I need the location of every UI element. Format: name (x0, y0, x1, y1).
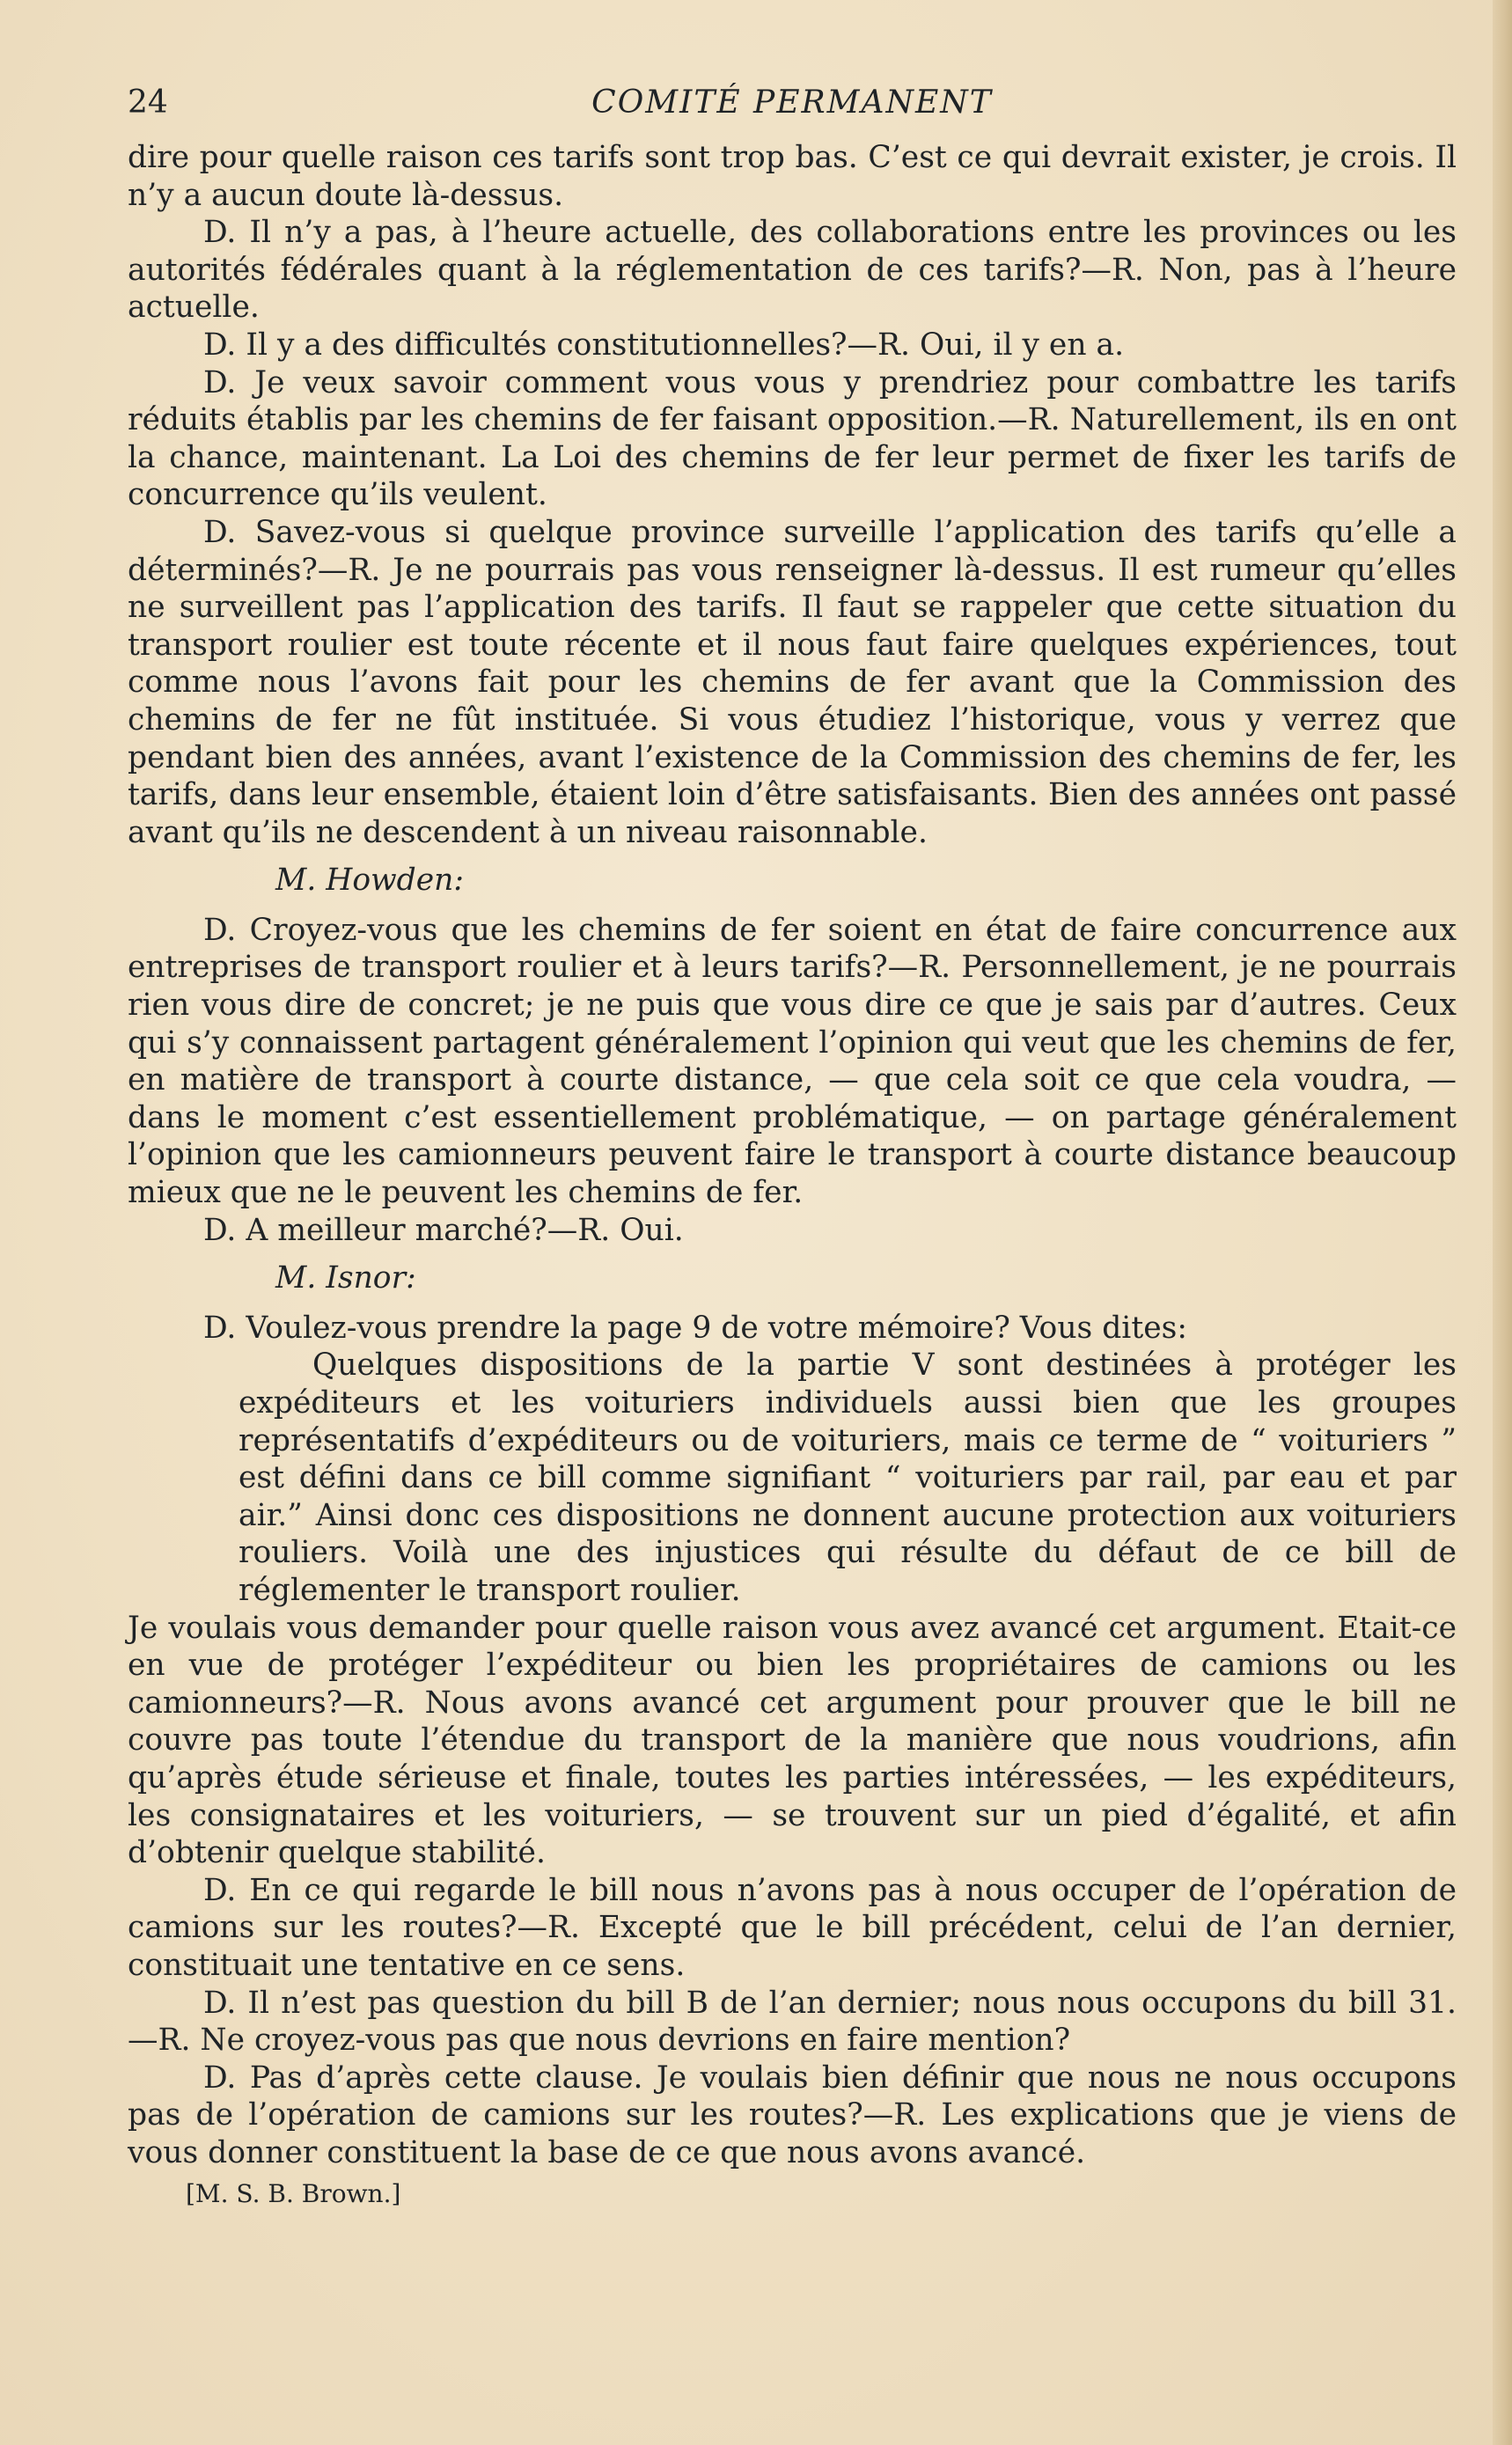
question-paragraph: D. En ce qui regarde le bill nous n’avons pas à nous occuper de l’opération de camions sur les routes?—R. Excepté que le bill précédent, celui de l’an dernier, constituait une tentative en ce sens. (128, 1872, 1457, 1983)
question-paragraph: D. Il n’y a pas, à l’heure actuelle, des collaborations entre les provinces ou les autorités fédérales quant à la réglementation de ces tarifs?—R. Non, pas à l’heure actuelle. (128, 215, 1457, 326)
paragraph-continuation: dire pour quelle raison ces tarifs sont trop bas. C’est ce qui devrait exister, je crois. Il n’y a aucun doute là-dessus. (128, 140, 1457, 213)
page-content (128, 77, 1457, 2212)
question-paragraph: D. A meilleur marché?—R. Oui. (203, 1212, 684, 1248)
question-paragraph: D. Pas d’après cette clause. Je voulais bien définir que nous ne nous occupons pas de l’opération de camions sur les routes?—R. Les explications que je viens de vous donner constituent la base de ce que nous avons avancé. (128, 2060, 1457, 2170)
question-paragraph: D. Croyez-vous que les chemins de fer soient en état de faire concurrence aux entreprises de transport roulier et à leurs tarifs?—R. Personnellement, je ne pourrais rien vous dire de concret; je ne puis que vous dire ce que je sais par d’autres. Ceux qui s’y connaissent partagent généralement l’opinion qui veut que les chemins de fer, en matière de transport à courte distance, — que cela soit ce que cela voudra, — dans le moment c’est essentiellement problématique, — on partage généralement l’opinion que les camionneurs peuvent faire le transport à courte distance beaucoup mieux que ne le peuvent les chemins de fer. (128, 912, 1457, 1211)
body-text (128, 139, 1457, 2212)
speaker-heading: M. Isnor: (275, 1260, 416, 1296)
question-paragraph: D. Voulez-vous prendre la page 9 de votre mémoire? Vous dites: (203, 1310, 1187, 1346)
running-header (128, 77, 1457, 130)
question-paragraph: D. Je veux savoir comment vous vous y prendriez pour combattre les tarifs réduits établis par les chemins de fer faisant opposition.—R. Naturellement, ils en ont la chance, maintenant. La Loi des chemins de fer leur permet de fixer les tarifs de concurrence qu’ils veulent. (128, 364, 1457, 513)
question-paragraph: D. Il n’est pas question du bill B de l’an dernier; nous nous occupons du bill 31.—R. Ne croyez-vous pas que nous devrions en faire mention? (128, 1985, 1457, 2059)
question-paragraph: D. Savez-vous si quelque province surveille l’application des tarifs qu’elle a déterminés?—R. Je ne pourrais pas vous renseigner là-dessus. Il est rumeur qu’elles ne surveillent pas l’application des tarifs. Il faut se rappeler que cette situation du transport roulier est toute récente et il nous faut faire quelques expériences, tout comme nous l’avons fait pour les chemins de fer avant que la Commission des chemins de fer ne fût instituée. Si vous étudiez l’historique, vous y verrez que pendant bien des années, avant l’existence de la Commission des chemins de fer, les tarifs, dans leur ensemble, étaient loin d’être satisfaisants. Bien des années ont passé avant qu’ils ne descendent à un niveau raisonnable. (128, 514, 1457, 850)
page-footer-attribution: [M. S. B. Brown.] (186, 2179, 401, 2209)
block-quote: Quelques dispositions de la partie V sont destinées à protéger les expéditeurs et les voituriers individuels aussi bien que les groupes représentatifs d’expéditeurs ou de voituriers, mais ce terme de “ voituriers ” est défini dans ce bill comme signifiant “ voituriers par rail, par eau et par air.” Ainsi donc ces dispositions ne donnent aucune protection aux voituriers rouliers. Voilà une des injustices qui résulte du défaut de ce bill de réglementer le transport roulier. (239, 1347, 1457, 1608)
speaker-heading: M. Howden: (275, 863, 464, 899)
page-number: 24 (128, 84, 168, 121)
running-title: COMITÉ PERMANENT (591, 84, 993, 121)
question-paragraph: D. Il y a des difficultés constitutionnelles?—R. Oui, il y en a. (203, 327, 1125, 363)
page-edge (1493, 0, 1512, 2445)
paragraph-continuation: Je voulais vous demander pour quelle raison vous avez avancé cet argument. Etait-ce en vue de protéger l’expéditeur ou bien les propriétaires de camions ou les camionneurs?—R. Nous avons avancé cet argument pour prouver que le bill ne couvre pas toute l’étendue du transport de la manière que nous voudrions, afin qu’après étude sérieuse et finale, toutes les parties intéressées, — les expéditeurs, les consignataires et les voituriers, — se trouvent sur un pied d’égalité, et afin d’obtenir quelque stabilité. (128, 1610, 1457, 1871)
